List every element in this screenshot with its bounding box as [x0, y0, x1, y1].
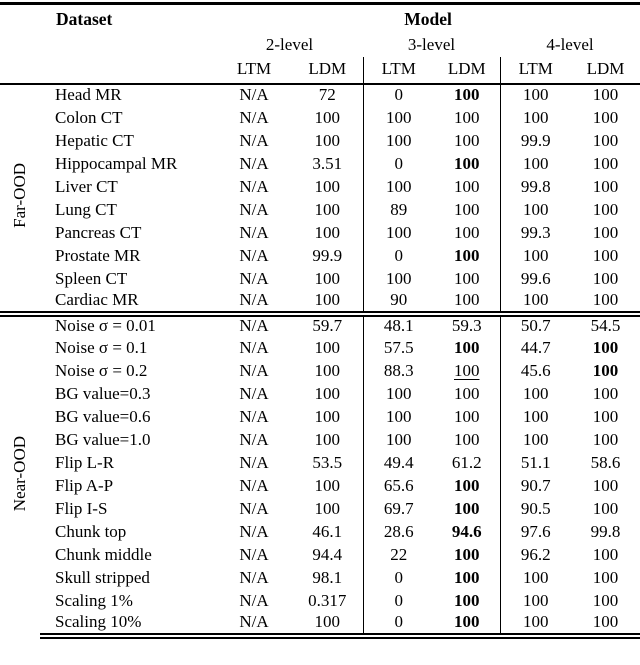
value-cell: 100: [454, 590, 480, 610]
value-cell: 100: [363, 406, 434, 429]
value-cell: 90.7: [500, 475, 571, 498]
value-cell: 100: [592, 406, 619, 426]
value-cell: 57.5: [363, 337, 434, 360]
value-cell: N/A: [239, 130, 269, 150]
table-row: [0, 498, 640, 521]
level-group-4: 4-level: [546, 34, 594, 54]
value-cell: 100: [500, 383, 571, 406]
section-label: Near-OOD: [9, 436, 29, 512]
value-cell: 100: [292, 613, 363, 636]
value-cell: 99.8: [590, 521, 621, 541]
dataset-name: BG value=0.3: [55, 383, 151, 403]
value-cell: 100: [500, 406, 571, 429]
value-cell: N/A: [239, 290, 269, 310]
subcol-ldm-4level: LDM: [571, 57, 640, 84]
table-row: [0, 383, 640, 406]
model-column-header: Model: [404, 8, 452, 29]
value-cell: N/A: [239, 85, 269, 105]
value-cell: N/A: [239, 360, 269, 380]
value-cell: 53.5: [312, 452, 343, 472]
value-cell: 51.1: [500, 452, 571, 475]
value-cell: 100: [592, 337, 619, 357]
value-cell: 69.7: [363, 498, 434, 521]
table-row: [0, 84, 640, 107]
value-cell: 98.1: [312, 567, 343, 587]
value-cell: 97.6: [500, 521, 571, 544]
value-cell: 94.4: [312, 544, 343, 564]
value-cell: 100: [571, 613, 640, 636]
value-cell: 100: [454, 567, 480, 587]
table-row: [0, 268, 640, 291]
subcol-ldm-2level: LDM: [292, 57, 363, 84]
dataset-name: Hippocampal MR: [55, 153, 178, 173]
subcol-ldm-3level: LDM: [434, 57, 500, 84]
value-cell: N/A: [239, 337, 269, 357]
dataset-name: Noise σ = 0.2: [55, 360, 148, 380]
value-cell: 100: [454, 360, 480, 380]
dataset-name: Hepatic CT: [55, 130, 134, 150]
value-cell: 100: [592, 268, 619, 288]
value-cell: 100: [454, 222, 480, 242]
value-cell: 100: [454, 383, 480, 403]
table-header: [0, 4, 640, 84]
value-cell: 89: [363, 199, 434, 222]
dataset-name: Flip I-S: [55, 498, 108, 518]
value-cell: 100: [454, 107, 480, 127]
value-cell: 45.6: [500, 360, 571, 383]
table-row: [0, 452, 640, 475]
dataset-name: Flip A-P: [55, 475, 114, 495]
dataset-column-header: Dataset: [56, 8, 113, 29]
value-cell: 100: [500, 199, 571, 222]
value-cell: 100: [592, 130, 619, 150]
header-row-levels: [0, 34, 640, 57]
value-cell: 100: [592, 199, 619, 219]
value-cell: 48.1: [363, 314, 434, 337]
value-cell: 100: [454, 544, 480, 564]
dataset-name: Spleen CT: [55, 268, 128, 288]
value-cell: 99.9: [312, 245, 343, 265]
value-cell: 100: [592, 498, 619, 518]
value-cell: N/A: [239, 406, 269, 426]
table-row: [0, 107, 640, 130]
value-cell: 100: [592, 544, 619, 564]
value-cell: 100: [363, 107, 434, 130]
level-group-2: 2-level: [265, 34, 314, 54]
table-row: [0, 337, 640, 360]
subcol-ltm-2level: LTM: [216, 57, 292, 84]
section-far-ood: [0, 84, 640, 314]
dataset-name: Flip L-R: [55, 452, 115, 472]
empty-header-cell: [0, 57, 216, 84]
value-cell: 100: [454, 406, 480, 426]
value-cell: N/A: [239, 245, 269, 265]
dataset-name: Noise σ = 0.01: [40, 314, 216, 337]
value-cell: 100: [592, 360, 619, 380]
table-row: [0, 475, 640, 498]
table-row: [0, 153, 640, 176]
value-cell: 100: [314, 475, 340, 495]
value-cell: 72: [318, 85, 336, 105]
value-cell: 100: [454, 290, 480, 310]
value-cell: 100: [314, 107, 340, 127]
table-row: [0, 406, 640, 429]
value-cell: N/A: [239, 475, 269, 495]
value-cell: N/A: [216, 314, 292, 337]
value-cell: 58.6: [590, 452, 621, 472]
value-cell: 100: [434, 613, 500, 636]
value-cell: N/A: [239, 567, 269, 587]
value-cell: 46.1: [312, 521, 343, 541]
table-row: [0, 590, 640, 613]
table-row: [0, 521, 640, 544]
value-cell: 100: [592, 429, 619, 449]
value-cell: 90.5: [500, 498, 571, 521]
value-cell: 50.7: [500, 314, 571, 337]
value-cell: 54.5: [571, 314, 640, 337]
value-cell: 100: [314, 337, 340, 357]
value-cell: 100: [592, 567, 619, 587]
value-cell: 0: [363, 84, 434, 107]
value-cell: N/A: [239, 544, 269, 564]
value-cell: N/A: [239, 268, 269, 288]
results-table: [0, 2, 640, 639]
value-cell: 100: [314, 406, 340, 426]
table-row: [0, 245, 640, 268]
table-row: [0, 360, 640, 383]
dataset-name: Noise σ = 0.1: [55, 337, 148, 357]
table-row: [0, 544, 640, 567]
value-cell: 100: [500, 291, 571, 314]
table-row: [0, 429, 640, 452]
value-cell: 100: [592, 153, 619, 173]
dataset-name: Prostate MR: [55, 245, 141, 265]
table-row: [0, 176, 640, 199]
dataset-name: Pancreas CT: [55, 222, 142, 242]
value-cell: 100: [454, 130, 480, 150]
value-cell: 100: [592, 107, 619, 127]
value-cell: 100: [314, 498, 340, 518]
value-cell: 22: [363, 544, 434, 567]
empty-header-cell: [0, 34, 216, 57]
header-row-subcolumns: [0, 57, 640, 84]
value-cell: N/A: [239, 452, 269, 472]
value-cell: 100: [363, 268, 434, 291]
value-cell: 100: [592, 222, 619, 242]
dataset-name: Colon CT: [55, 107, 123, 127]
dataset-name: Liver CT: [55, 176, 118, 196]
value-cell: 0: [363, 613, 434, 636]
dataset-name: Lung CT: [55, 199, 117, 219]
value-cell: 100: [592, 590, 619, 610]
value-cell: 3.51: [312, 153, 343, 173]
value-cell: 100: [500, 567, 571, 590]
value-cell: N/A: [239, 153, 269, 173]
table-row: [0, 199, 640, 222]
value-cell: 100: [314, 222, 340, 242]
table-row: [0, 567, 640, 590]
value-cell: 100: [500, 107, 571, 130]
value-cell: 100: [454, 429, 480, 449]
value-cell: 100: [314, 383, 340, 403]
dataset-name: Head MR: [55, 85, 122, 105]
value-cell: 100: [592, 176, 619, 196]
value-cell: N/A: [239, 199, 269, 219]
value-cell: 100: [454, 337, 480, 357]
value-cell: 59.7: [292, 314, 363, 337]
dataset-name: Skull stripped: [55, 567, 150, 587]
dataset-name: Cardiac MR: [55, 290, 139, 310]
value-cell: 49.4: [363, 452, 434, 475]
value-cell: 100: [454, 176, 480, 196]
value-cell: 100: [500, 153, 571, 176]
header-row-titles: [0, 4, 640, 34]
value-cell: 0: [363, 245, 434, 268]
value-cell: 100: [500, 429, 571, 452]
value-cell: 100: [592, 245, 619, 265]
subcol-ltm-3level: LTM: [363, 57, 434, 84]
value-cell: 100: [500, 245, 571, 268]
dataset-name: Chunk top: [55, 521, 127, 541]
value-cell: N/A: [239, 429, 269, 449]
value-cell: N/A: [216, 613, 292, 636]
value-cell: 99.8: [500, 176, 571, 199]
value-cell: N/A: [239, 176, 269, 196]
value-cell: N/A: [239, 590, 269, 610]
value-cell: N/A: [239, 107, 269, 127]
value-cell: 61.2: [451, 452, 482, 472]
section-label-cell: [0, 84, 40, 314]
value-cell: 100: [592, 383, 619, 403]
value-cell: 44.7: [500, 337, 571, 360]
value-cell: 0: [363, 590, 434, 613]
section-near-ood: [0, 314, 640, 636]
value-cell: N/A: [239, 521, 269, 541]
value-cell: 100: [454, 245, 480, 265]
value-cell: 0: [363, 567, 434, 590]
value-cell: 100: [363, 130, 434, 153]
value-cell: 100: [500, 613, 571, 636]
value-cell: 59.3: [434, 314, 500, 337]
value-cell: 99.9: [500, 130, 571, 153]
value-cell: 100: [454, 498, 480, 518]
table-row: [0, 222, 640, 245]
value-cell: 100: [314, 130, 340, 150]
value-cell: 100: [363, 176, 434, 199]
value-cell: 100: [500, 84, 571, 107]
value-cell: 100: [454, 85, 480, 105]
value-cell: 100: [314, 290, 340, 310]
value-cell: 100: [500, 590, 571, 613]
value-cell: N/A: [239, 383, 269, 403]
level-group-3: 3-level: [407, 34, 456, 54]
value-cell: 100: [454, 153, 480, 173]
value-cell: 100: [454, 199, 480, 219]
dataset-name: Scaling 1%: [55, 590, 133, 610]
table-row: [0, 613, 640, 636]
value-cell: 100: [592, 290, 619, 310]
value-cell: 100: [314, 199, 340, 219]
value-cell: 100: [592, 475, 619, 495]
value-cell: 65.6: [363, 475, 434, 498]
value-cell: 88.3: [363, 360, 434, 383]
dataset-name: Scaling 10%: [40, 613, 216, 636]
value-cell: N/A: [239, 222, 269, 242]
value-cell: 100: [454, 475, 480, 495]
value-cell: 100: [454, 268, 480, 288]
dataset-name: BG value=1.0: [55, 429, 151, 449]
table-row: [0, 314, 640, 337]
value-cell: 100: [314, 360, 340, 380]
value-cell: 100: [314, 429, 340, 449]
value-cell: 90: [363, 291, 434, 314]
section-label-cell: [0, 314, 40, 636]
value-cell: 0: [363, 153, 434, 176]
dataset-name: Chunk middle: [55, 544, 152, 564]
value-cell: 99.6: [500, 268, 571, 291]
table-row: [0, 130, 640, 153]
value-cell: 100: [363, 429, 434, 452]
value-cell: 100: [592, 85, 619, 105]
value-cell: 94.6: [451, 521, 482, 541]
table-row: [0, 291, 640, 314]
value-cell: 100: [314, 176, 340, 196]
value-cell: 0.317: [308, 590, 347, 610]
value-cell: 100: [314, 268, 340, 288]
value-cell: 100: [363, 222, 434, 245]
value-cell: 28.6: [363, 521, 434, 544]
value-cell: 96.2: [500, 544, 571, 567]
subcol-ltm-4level: LTM: [500, 57, 571, 84]
value-cell: N/A: [239, 498, 269, 518]
section-label: Far-OOD: [9, 162, 29, 228]
value-cell: 99.3: [500, 222, 571, 245]
dataset-name: BG value=0.6: [55, 406, 151, 426]
value-cell: 100: [363, 383, 434, 406]
